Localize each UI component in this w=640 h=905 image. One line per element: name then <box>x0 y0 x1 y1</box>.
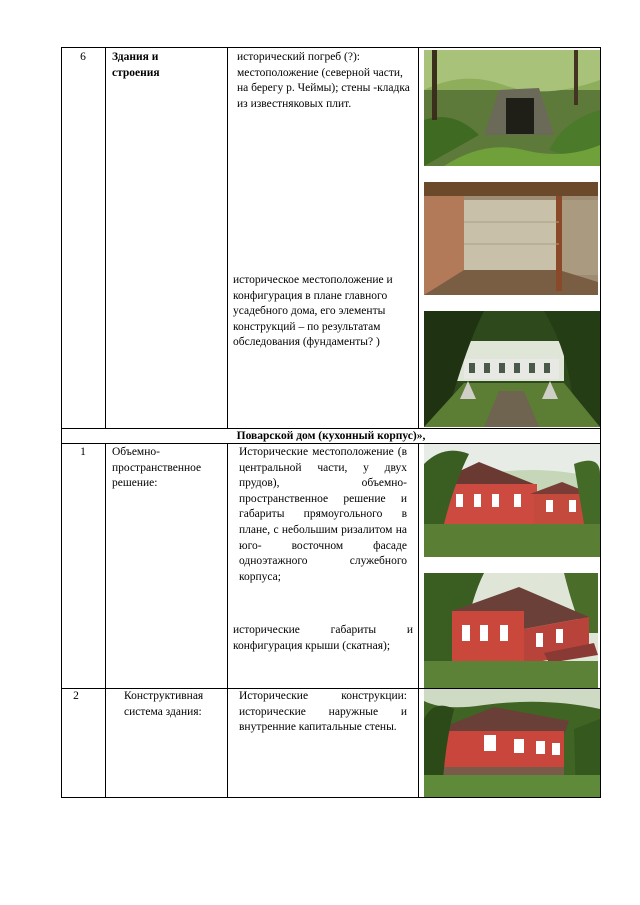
red-house-photo-1 <box>424 444 600 557</box>
col-divider-2b <box>227 443 228 798</box>
section-header: Поварской дом (кухонный корпус)», <box>236 430 426 442</box>
row2-title: Конструктивная система здания: <box>124 690 204 718</box>
row1-number: 1 <box>80 446 86 458</box>
col-divider-3b <box>418 443 419 798</box>
col-divider-1 <box>105 47 106 429</box>
row2-description: Исторические конструкции: исторические наружные и внутренние капитальные стены. <box>239 690 407 734</box>
red-house-photo-3 <box>424 689 600 797</box>
row1-roof-description: исторические габариты и конфигурация крыши (скатная); <box>233 624 413 652</box>
col-divider-3 <box>418 47 419 429</box>
row-title: Здания и строения <box>112 51 160 79</box>
red-house-photo-2 <box>424 573 598 688</box>
cellar-interior-photo <box>424 182 598 295</box>
row2-number: 2 <box>73 690 79 702</box>
cellar-entrance-photo <box>424 50 600 166</box>
main-house-description: историческое местоположение и конфигурация в плане главного усадебного дома, его элементы конструкций – по результатам обследования (фундаменты? ) <box>233 274 393 349</box>
col-divider-2 <box>227 47 228 429</box>
row1-description: Исторические местоположение (в центральной части, у двух прудов), объемно-пространственное решение и габариты прямоугольного в плане, с небольшим ризалитом на юго- восточном фасаде одноэтажного служебного корпуса; <box>239 446 407 583</box>
row-number: 6 <box>80 51 86 63</box>
cellar-description: исторический погреб (?): местоположение (северной части, на берегу р. Чеймы); стены -кладка из известняковых плит. <box>237 51 410 110</box>
row1-title: Объемно-пространственное решение: <box>112 446 202 490</box>
col-divider-1b <box>105 443 106 798</box>
manor-yard-photo <box>424 311 600 427</box>
